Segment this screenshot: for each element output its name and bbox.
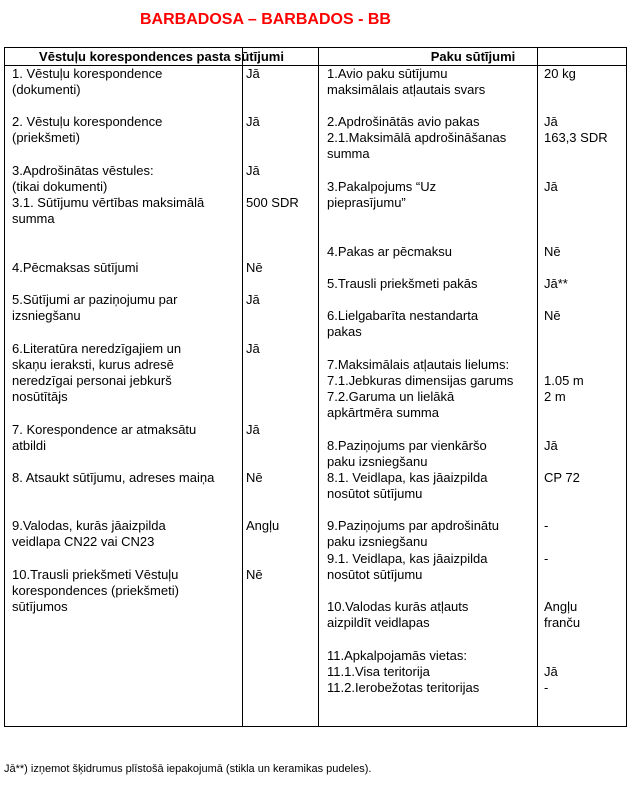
letter-item-label: 10.Trausli priekšmeti Vēstuļu <box>12 567 179 582</box>
letter-item-value: Jā <box>246 163 260 178</box>
parcel-item-value: - <box>544 518 549 533</box>
parcel-item-label: maksimālais atļautais svars <box>327 82 486 97</box>
letter-item-label: neredzīgai personai jebkurš <box>12 373 172 388</box>
parcel-item-value: 20 kg <box>544 66 576 81</box>
parcel-item-label: 7.2.Garuma un lielākā <box>327 389 455 404</box>
parcel-item-value: Jā <box>544 179 558 194</box>
letter-item-label: 9.Valodas, kurās jāaizpilda <box>12 518 166 533</box>
column-divider <box>242 48 243 726</box>
letter-item-label: summa <box>12 211 55 226</box>
letter-item-label: 7. Korespondence ar atmaksātu <box>12 422 197 437</box>
parcel-item-label: summa <box>327 146 370 161</box>
letter-item-label: 6.Literatūra neredzīgajiem un <box>12 341 182 356</box>
letter-item-label: atbildi <box>12 438 46 453</box>
parcel-item-value: Jā <box>544 114 558 129</box>
letter-item-label: (tikai dokumenti) <box>12 179 108 194</box>
parcel-item-label: 5.Trausli priekšmeti pakās <box>327 276 478 291</box>
letter-item-label: sūtījumos <box>12 599 68 614</box>
parcel-item-label: 3.Pakalpojums “Uz <box>327 179 437 194</box>
parcel-item-label: 10.Valodas kurās atļauts <box>327 599 469 614</box>
parcel-item-label: paku izsniegšanu <box>327 454 428 469</box>
parcel-item-value: 163,3 SDR <box>544 130 608 145</box>
parcel-item-label: 1.Avio paku sūtījumu <box>327 66 448 81</box>
parcel-item-value: Jā** <box>544 276 568 291</box>
parcel-item-value: Jā <box>544 664 558 679</box>
parcel-item-value: - <box>544 551 549 566</box>
parcel-item-label: 8.1. Veidlapa, kas jāaizpilda <box>327 470 488 485</box>
column-divider <box>537 48 538 726</box>
letter-item-label: veidlapa CN22 vai CN23 <box>12 534 155 549</box>
letter-item-value: Jā <box>246 114 260 129</box>
parcel-item-label: aizpildīt veidlapas <box>327 615 430 630</box>
parcel-item-value: Nē <box>544 308 561 323</box>
parcel-item-label: pieprasījumu” <box>327 195 406 210</box>
letter-item-label: izsniegšanu <box>12 308 81 323</box>
letter-item-label: (dokumenti) <box>12 82 81 97</box>
parcel-item-label: 7.Maksimālais atļautais lielums: <box>327 357 510 372</box>
letter-item-label: 5.Sūtījumi ar paziņojumu par <box>12 292 178 307</box>
parcel-item-label: pakas <box>327 324 362 339</box>
parcel-item-label: 9.1. Veidlapa, kas jāaizpilda <box>327 551 488 566</box>
letter-item-value: Jā <box>246 66 260 81</box>
parcel-item-value: Nē <box>544 244 561 259</box>
parcel-item-label: 11.1.Visa teritorija <box>327 664 430 679</box>
letter-item-label: 8. Atsaukt sūtījumu, adreses maiņa <box>12 470 215 485</box>
parcel-item-label: nosūtot sūtījumu <box>327 567 423 582</box>
parcel-item-label: 8.Paziņojums par vienkāršo <box>327 438 487 453</box>
parcel-item-value: - <box>544 680 549 695</box>
parcel-item-label: 11.2.Ierobežotas teritorijas <box>327 680 480 695</box>
letter-item-label: (priekšmeti) <box>12 130 80 145</box>
letter-item-label: 3.Apdrošinātas vēstules: <box>12 163 154 178</box>
parcel-item-label: 2.1.Maksimālā apdrošināšanas <box>327 130 507 145</box>
parcel-item-label: nosūtot sūtījumu <box>327 486 423 501</box>
letter-item-label: korespondences (priekšmeti) <box>12 583 179 598</box>
parcel-item-label: 11.Apkalpojamās vietas: <box>327 648 467 663</box>
parcel-item-label: paku izsniegšanu <box>327 534 428 549</box>
letter-item-label: 1. Vēstuļu korespondence <box>12 66 163 81</box>
letter-item-value: Jā <box>246 341 260 356</box>
letter-item-label: 3.1. Sūtījumu vērtības maksimālā <box>12 195 205 210</box>
page-title: BARBADOSA – BARBADOS - BB <box>140 11 391 28</box>
parcel-item-value: Angļu <box>544 599 578 614</box>
parcel-item-label: 4.Pakas ar pēcmaksu <box>327 244 453 259</box>
letter-item-label: skaņu ieraksti, kurus adresē <box>12 357 174 372</box>
parcel-item-label: 7.1.Jebkuras dimensijas garums <box>327 373 514 388</box>
letter-item-label: nosūtītājs <box>12 389 68 404</box>
parcels-header: Paku sūtījumi <box>430 49 516 64</box>
parcel-item-value: 2 m <box>544 389 566 404</box>
footnote: Jā**) izņemot šķidrumus plīstošā iepakojumā (stikla un keramikas pudeles). <box>4 763 372 775</box>
parcel-item-value: 1.05 m <box>544 373 584 388</box>
parcel-item-value: CP 72 <box>544 470 580 485</box>
parcel-item-value: franču <box>544 615 581 630</box>
letters-header: Vēstuļu korespondences pasta sūtījumi <box>39 49 284 64</box>
letter-item-value: 500 SDR <box>246 195 299 210</box>
column-divider <box>318 48 319 726</box>
parcel-item-label: 6.Lielgabarīta nestandarta <box>327 308 479 323</box>
letter-item-value: Jā <box>246 292 260 307</box>
letter-item-value: Jā <box>246 422 260 437</box>
letter-item-value: Nē <box>246 470 263 485</box>
parcel-item-label: 2.Apdrošinātās avio pakas <box>327 114 480 129</box>
letter-item-value: Nē <box>246 567 263 582</box>
letter-item-value: Angļu <box>246 518 280 533</box>
letter-item-label: 2. Vēstuļu korespondence <box>12 114 163 129</box>
letter-item-value: Nē <box>246 260 263 275</box>
letter-item-label: 4.Pēcmaksas sūtījumi <box>12 260 139 275</box>
parcel-item-value: Jā <box>544 438 558 453</box>
parcel-item-label: 9.Paziņojums par apdrošinātu <box>327 518 499 533</box>
parcel-item-label: apkārtmēra summa <box>327 405 439 420</box>
